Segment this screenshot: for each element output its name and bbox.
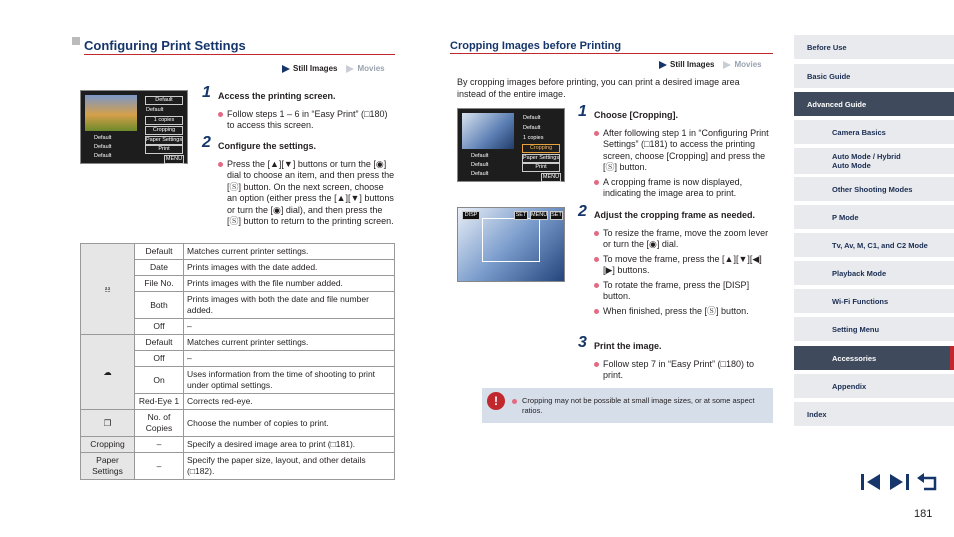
section-rule (450, 53, 773, 54)
movies-icon (346, 65, 354, 73)
right-step-1 (578, 103, 772, 200)
intro-text: By cropping images before printing, you can print a desired image area instead of the entire image. (457, 77, 740, 99)
cropping-select-screen (457, 108, 565, 182)
step-text: Press the [▲][▼] buttons or turn the [◉] dial to choose an item, and then press the [Ⓢ] button. On the next screen, choose an option (either press the [▲][▼] buttons or turn the [◉] dial), and then press the [Ⓢ] button to return to the printing screen. (218, 159, 396, 228)
step-text: A cropping frame is now displayed, indicating the image area to print. (594, 177, 772, 200)
tag-still-images: Still Images (670, 60, 715, 69)
table-row (81, 244, 395, 260)
desc-cell: – (184, 319, 395, 335)
left-step-1 (202, 84, 396, 132)
option-cell: Red-Eye 1 (135, 394, 184, 410)
option-cell: File No. (135, 276, 184, 292)
media-tags (282, 64, 385, 73)
cam-item-4: Paper Settings (523, 155, 560, 161)
desc-cell: Prints images with both the date and file number added. (184, 292, 395, 319)
desc-cell: Uses information from the time of shooting to print under optimal settings. (184, 367, 395, 394)
table-row (81, 335, 395, 351)
step-text: To rotate the frame, press the [DISP] button. (594, 280, 772, 303)
cam-item-5: Print (522, 163, 560, 172)
note-text: Cropping may not be possible at small image sizes, or at some aspect ratios. (512, 396, 762, 416)
prev-page-icon[interactable] (860, 473, 882, 491)
desc-cell: Corrects red-eye. (184, 394, 395, 410)
right-step-3 (578, 334, 772, 382)
step-text: When finished, press the [Ⓢ] button. (594, 306, 772, 318)
copies-icon: ❐ (81, 410, 135, 437)
label-cell: Cropping (81, 437, 135, 453)
option-cell: On (135, 367, 184, 394)
cam-item-4: Paper Settings (146, 137, 183, 143)
caution-note (482, 388, 773, 423)
option-cell: Default (135, 335, 184, 351)
desc-cell: Specify the paper size, layout, and other details (□182). (184, 453, 395, 480)
sidebar-item-camera-basics[interactable]: Camera Basics (794, 120, 954, 144)
media-tags (659, 60, 762, 69)
title-marker (72, 37, 80, 45)
page-title: Configuring Print Settings (84, 38, 246, 53)
step-text: Follow steps 1 – 6 in “Easy Print” (□180) to access this screen. (218, 109, 396, 132)
page-number: 181 (914, 508, 933, 520)
label-cell: Paper Settings (81, 453, 135, 480)
step-number: 1 (202, 84, 211, 101)
cam-item-3: Cropping (522, 144, 560, 153)
sidebar-item-appendix[interactable]: Appendix (794, 374, 954, 398)
option-cell: Both (135, 292, 184, 319)
cam-item-2: 1 copies (145, 116, 183, 125)
page-nav (860, 473, 938, 491)
left-step-2 (202, 134, 396, 228)
title-rule (84, 54, 395, 55)
red-eye-icon: ☁ (81, 335, 135, 410)
cam-label-2: Default (471, 171, 489, 177)
cam-item-0: Default (145, 96, 183, 105)
cam-item-2: 1 copies (523, 135, 544, 141)
cam-item-5: Print (145, 145, 183, 154)
sidebar-item-other-shooting-modes[interactable]: Other Shooting Modes (794, 177, 954, 201)
step-number: 2 (202, 134, 211, 151)
tag-still-images: Still Images (293, 64, 338, 73)
option-cell: Off (135, 319, 184, 335)
movies-icon (723, 61, 731, 69)
option-cell: No. of Copies (135, 410, 184, 437)
crop-icon-1: SET (515, 212, 527, 218)
cropping-frame-screen (457, 207, 565, 282)
cam-item-0: Default (523, 115, 541, 121)
sidebar-item-tv-av-m-mode[interactable]: Tv, Av, M, C1, and C2 Mode (794, 233, 954, 257)
return-icon[interactable] (916, 473, 938, 491)
right-step-2 (578, 203, 772, 317)
print-settings-screen (80, 90, 188, 164)
step-title: Print the image. (594, 341, 662, 351)
step-text: To move the frame, press the [▲][▼][◀][▶] buttons. (594, 254, 772, 277)
sidebar-item-p-mode[interactable]: P Mode (794, 205, 954, 229)
option-cell: – (135, 453, 184, 480)
desc-cell: Prints images with the file number added. (184, 276, 395, 292)
step-title: Configure the settings. (218, 141, 317, 151)
step-text: To resize the frame, move the zoom lever or turn the [◉] dial. (594, 228, 772, 251)
sidebar-item-wifi-functions[interactable]: Wi-Fi Functions (794, 289, 954, 313)
thumbnail (462, 113, 514, 149)
menu-badge: MENU (165, 156, 183, 162)
desc-cell: Matches current printer settings. (184, 335, 395, 351)
sidebar-item-auto-mode[interactable]: Auto Mode / Hybrid Auto Mode (794, 148, 954, 174)
step-title: Access the printing screen. (218, 91, 336, 101)
cam-label-1: Default (94, 144, 112, 150)
still-images-icon (282, 65, 290, 73)
step-title: Adjust the cropping frame as needed. (594, 210, 756, 220)
cam-item-1: Default (146, 107, 164, 113)
sidebar-item-accessories[interactable]: Accessories (794, 346, 954, 370)
option-cell: Default (135, 244, 184, 260)
next-page-icon[interactable] (888, 473, 910, 491)
sidebar-item-setting-menu[interactable]: Setting Menu (794, 317, 954, 341)
table-row (81, 410, 395, 437)
menu-badge: MENU (542, 174, 560, 180)
sidebar-item-basic-guide[interactable]: Basic Guide (794, 64, 954, 88)
still-images-icon (659, 61, 667, 69)
sidebar-item-advanced-guide[interactable]: Advanced Guide (794, 92, 954, 116)
table-row (81, 437, 395, 453)
step-text: After following step 1 in “Configuring Print Settings” (□181) to access the printing screen, choose [Cropping] and press the [Ⓢ] button. (594, 128, 772, 174)
sidebar-item-playback-mode[interactable]: Playback Mode (794, 261, 954, 285)
cam-label-2: Default (94, 153, 112, 159)
step-text: Follow step 7 in “Easy Print” (□180) to print. (594, 359, 772, 382)
cam-label-1: Default (471, 162, 489, 168)
step-number: 3 (578, 334, 587, 351)
thumbnail (85, 95, 137, 131)
desc-cell: Matches current printer settings. (184, 244, 395, 260)
cam-item-1: Default (523, 125, 541, 131)
crop-frame (482, 218, 540, 262)
cam-item-3: Cropping (145, 126, 183, 135)
print-settings-table (80, 243, 395, 480)
desc-cell: Choose the number of copies to print. (184, 410, 395, 437)
crop-icon-3: SET (551, 212, 562, 218)
step-number: 2 (578, 203, 587, 220)
desc-cell: Prints images with the date added. (184, 260, 395, 276)
sidebar-item-before-use[interactable]: Before Use (794, 35, 954, 59)
crop-icon-0: DISP (462, 211, 480, 220)
crop-icon-2: MENU (531, 212, 548, 218)
sidebar-item-index[interactable]: Index (794, 402, 954, 426)
option-cell: Off (135, 351, 184, 367)
option-cell: – (135, 437, 184, 453)
desc-cell: – (184, 351, 395, 367)
desc-cell: Specify a desired image area to print (□181). (184, 437, 395, 453)
cam-label-0: Default (94, 135, 112, 141)
cam-label-0: Default (471, 153, 489, 159)
section-title: Cropping Images before Printing (450, 40, 622, 52)
date-icon: ⎂ (81, 244, 135, 335)
tag-movies: Movies (357, 64, 385, 73)
caution-icon: ! (487, 392, 505, 410)
step-title: Choose [Cropping]. (594, 110, 678, 120)
step-number: 1 (578, 103, 587, 120)
option-cell: Date (135, 260, 184, 276)
table-row (81, 453, 395, 480)
tag-movies: Movies (734, 60, 762, 69)
